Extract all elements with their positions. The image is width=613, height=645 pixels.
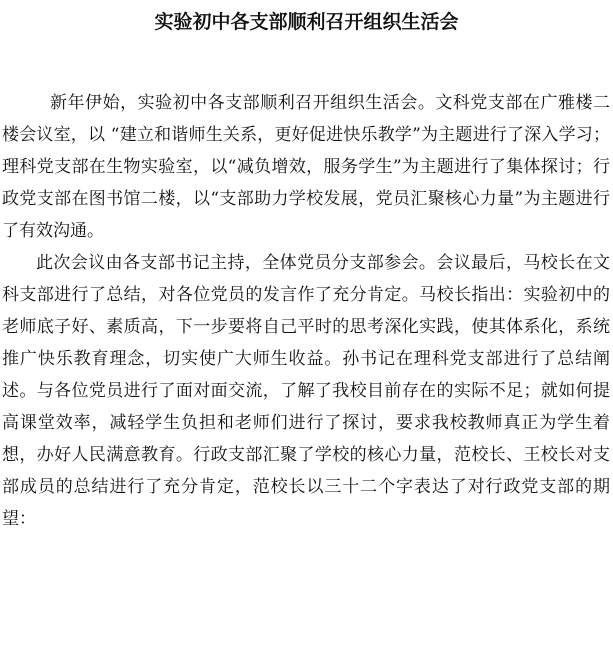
paragraph-1: 新年伊始，实验初中各支部顺利召开组织生活会。文科党支部在广雅楼二楼会议室，以 “建立和谐师生关系，更好促进快乐教学”为主题进行了深入学习；理科党支部在生物实验室，以“减负增效，服务学生”为主题进行了集体探讨；行政党支部在图书馆二楼，以“支部助力学校发展，党员汇聚核心力量”为主题进行了有效沟通。 [2,93,610,241]
article-title: 实验初中各支部顺利召开组织生活会 [154,11,459,33]
paragraph-2: 此次会议由各支部书记主持，全体党员分支部参会。会议最后，马校长在文科支部进行了总结，对各位党员的发言作了充分肯定。马校长指出：实验初中的老师底子好、素质高，下一步要将自己平时的思考深化实践，使其体系化，系统推广快乐教育理念，切实使广大师生收益。孙书记在理科党支部进行了总结阐述。与各位党员进行了面对面交流，了解了我校目前存在的实际不足；就如何提高课堂效率，减轻学生负担和老师们进行了探讨，要求我校教师真正为学生着想，办好人民满意教育。行政支部汇聚了学校的核心力量，范校长、王校长对支部成员的总结进行了充分肯定，范校长以三十二个字表达了对行政党支部的期望： [2,253,610,529]
article-body [2,87,610,535]
